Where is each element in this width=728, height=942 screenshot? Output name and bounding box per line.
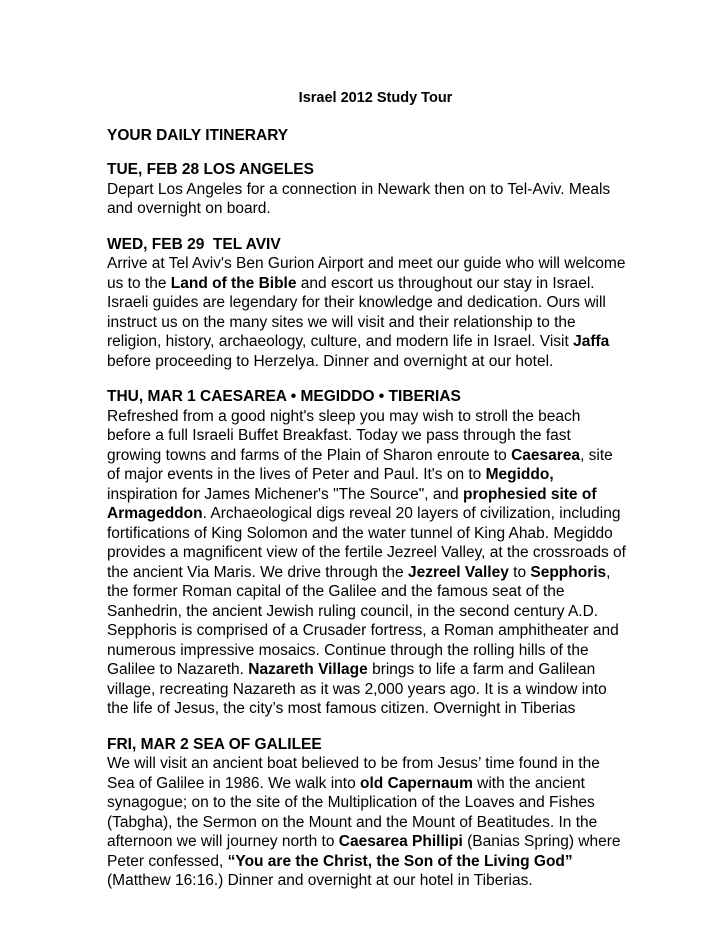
- description-text: and escort us throughout our stay in Israel. Israeli guides are legendary for their knowledge and dedication. Ours will instruct us on the many sites we will visit and their relationship to the religion, history, archaeology, culture, and modern life in Israel. Visit: [107, 274, 606, 350]
- highlighted-place: Jezreel Valley: [407, 563, 509, 581]
- highlighted-place: old Capernaum: [360, 774, 473, 792]
- description-text: , site of major events in the lives of Peter and Paul. It's on to: [107, 446, 613, 483]
- day-description: [107, 407, 627, 719]
- day-description: [107, 180, 627, 219]
- highlighted-place: Megiddo,: [485, 466, 554, 483]
- description-text: . Archaeological digs reveal 20 layers of civilization, including fortifications of King Solomon and the water tunnel of King Ahab. Megiddo provides a magnificent view of the fertile Jezreel Valley, at the crossroads of the ancient Via Maris. We drive through the: [107, 505, 626, 581]
- highlighted-place: prophesied site of Armageddon: [107, 485, 597, 522]
- highlighted-place: Nazareth Village: [248, 661, 368, 678]
- description-text: (Banias Spring) where Peter confessed,: [107, 833, 621, 870]
- day-heading: FRI, MAR 2 SEA OF GALILEE: [107, 735, 322, 753]
- highlighted-place: Land of the Bible: [170, 274, 297, 292]
- itinerary-heading: YOUR DAILY ITINERARY: [107, 127, 289, 144]
- description-text: We will visit an ancient boat believed to be from Jesus’ time found in the Sea of Galilee in 1986. We walk into: [107, 755, 600, 792]
- description-text: brings to life a farm and Galilean village, recreating Nazareth as it was 2,000 years ago. It is a window into the life of Jesus, the city’s most famous citizen. Overnight in Tiberias: [107, 661, 607, 717]
- day-heading: WED, FEB 29 TEL AVIV: [107, 235, 281, 253]
- day-heading: THU, MAR 1 CAESAREA • MEGIDDO • TIBERIAS: [107, 388, 461, 405]
- itinerary-day: [107, 387, 627, 719]
- description-text: Depart Los Angeles for a connection in Newark then on to Tel-Aviv. Meals and overnight on board.: [107, 180, 611, 217]
- day-description: [107, 754, 627, 891]
- itinerary-days: [107, 160, 627, 891]
- highlighted-place: Jaffa: [573, 333, 610, 350]
- day-description: [107, 254, 627, 371]
- itinerary-day: [107, 235, 627, 372]
- itinerary-day: [107, 735, 627, 891]
- highlighted-place: “You are the Christ, the Son of the Living God”: [227, 852, 573, 870]
- itinerary-day: [107, 160, 627, 219]
- description-text: , the former Roman capital of the Galilee and the famous seat of the Sanhedrin, the ancient Jewish ruling council, in the second century A.D. Sepphoris is comprised of a Crusader fortress, a Roman amphitheater and numerous impressive mosaics. Continue through the rolling hills of the Galilee to Nazareth.: [107, 563, 619, 678]
- description-text: with the ancient synagogue; on to the site of the Multiplication of the Loaves and Fishes (Tabgha), the Sermon on the Mount and the Mount of Beatitudes. In the afternoon we will journey north to: [107, 774, 598, 850]
- description-text: Arrive at Tel Aviv's Ben Gurion Airport and meet our guide who will welcome us to the: [107, 255, 626, 292]
- highlighted-place: Caesarea Phillipi: [338, 833, 463, 850]
- document-page: [107, 90, 627, 907]
- document-title: Israel 2012 Study Tour: [298, 90, 453, 106]
- highlighted-place: Caesarea: [511, 446, 581, 464]
- description-text: to: [508, 563, 531, 581]
- description-text: Refreshed from a good night's sleep you may wish to stroll the beach before a full Israeli Buffet Breakfast. Today we pass through the fast growing towns and farms of the Plain of Sharon enroute to: [107, 407, 581, 464]
- day-heading: TUE, FEB 28 LOS ANGELES: [107, 161, 314, 178]
- description-text: before proceeding to Herzelya. Dinner and overnight at our hotel.: [107, 352, 554, 370]
- highlighted-place: Sepphoris: [530, 563, 607, 581]
- description-text: (Matthew 16:16.) Dinner and overnight at our hotel in Tiberias.: [107, 872, 533, 889]
- description-text: inspiration for James Michener's "The Source", and: [107, 485, 463, 503]
